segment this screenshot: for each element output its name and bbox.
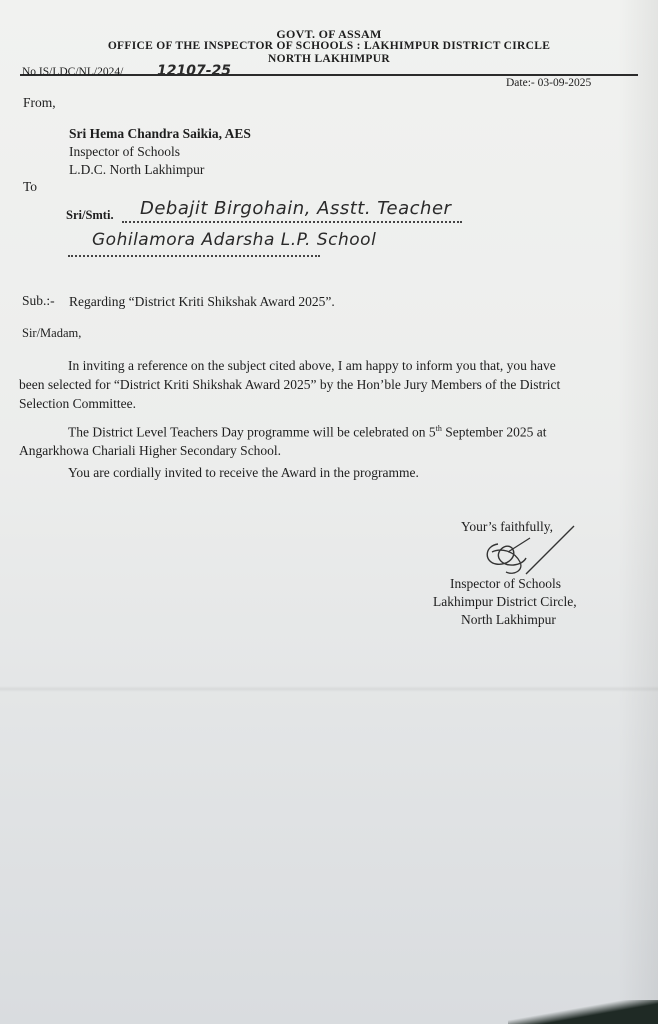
body-para2-superscript: th xyxy=(435,424,442,433)
body-para2-line2: Angarkhowa Chariali Higher Secondary School. xyxy=(19,443,282,458)
valediction: Your’s faithfully, xyxy=(461,519,554,534)
paper-fold xyxy=(0,686,658,692)
letter-date: Date:- 03-09-2025 xyxy=(506,77,592,89)
recipient-dotted-line-2 xyxy=(68,255,320,257)
reference-number-label: No IS/LDC/NL/2024/ xyxy=(22,66,124,78)
body-para1-line3: Selection Committee. xyxy=(19,396,136,411)
from-label: From, xyxy=(23,95,56,110)
to-label: To xyxy=(23,179,38,194)
salutation-prefix: Sri/Smti. xyxy=(66,208,114,222)
reference-number-handwritten: 12107-25 xyxy=(157,63,231,79)
page-shadow xyxy=(618,0,658,1024)
sender-name: Sri Hema Chandra Saikia, AES xyxy=(69,126,251,141)
letterhead-line-2: OFFICE OF THE INSPECTOR OF SCHOOLS : LAKHIMPUR DISTRICT CIRCLE xyxy=(107,40,551,52)
sender-office: L.D.C. North Lakhimpur xyxy=(69,162,205,177)
sender-designation: Inspector of Schools xyxy=(69,144,180,159)
recipient-name-handwritten: Debajit Birgohain, Asstt. Teacher xyxy=(140,198,452,219)
signatory-place: North Lakhimpur xyxy=(461,612,556,627)
signatory-title: Inspector of Schools xyxy=(450,576,561,591)
signature-scribble xyxy=(478,522,588,582)
body-para3: You are cordially invited to receive the Award in the programme. xyxy=(68,465,419,480)
body-para2-text-end: September 2025 at xyxy=(441,424,547,440)
body-para2-line1 xyxy=(68,424,547,441)
body-para1-line2: been selected for “District Kriti Shikshak Award 2025” by the Hon’ble Jury Members of the District xyxy=(19,377,561,392)
body-para1-line1: In inviting a reference on the subject cited above, I am happy to inform you that, you have xyxy=(68,358,556,373)
recipient-school-handwritten: Gohilamora Adarsha L.P. School xyxy=(92,230,377,250)
body-para2-text: The District Level Teachers Day programme will be celebrated on 5 xyxy=(68,424,436,440)
letterhead-line-3: NORTH LAKHIMPUR xyxy=(268,53,390,65)
recipient-dotted-line-1 xyxy=(122,221,462,223)
signatory-circle: Lakhimpur District Circle, xyxy=(433,594,577,609)
background-corner xyxy=(508,1000,658,1024)
subject-label: Sub.:- xyxy=(22,293,55,308)
subject-text: Regarding “District Kriti Shikshak Award 2025”. xyxy=(69,294,335,309)
greeting: Sir/Madam, xyxy=(22,326,82,340)
letterhead-line-1: GOVT. OF ASSAM xyxy=(276,27,382,41)
